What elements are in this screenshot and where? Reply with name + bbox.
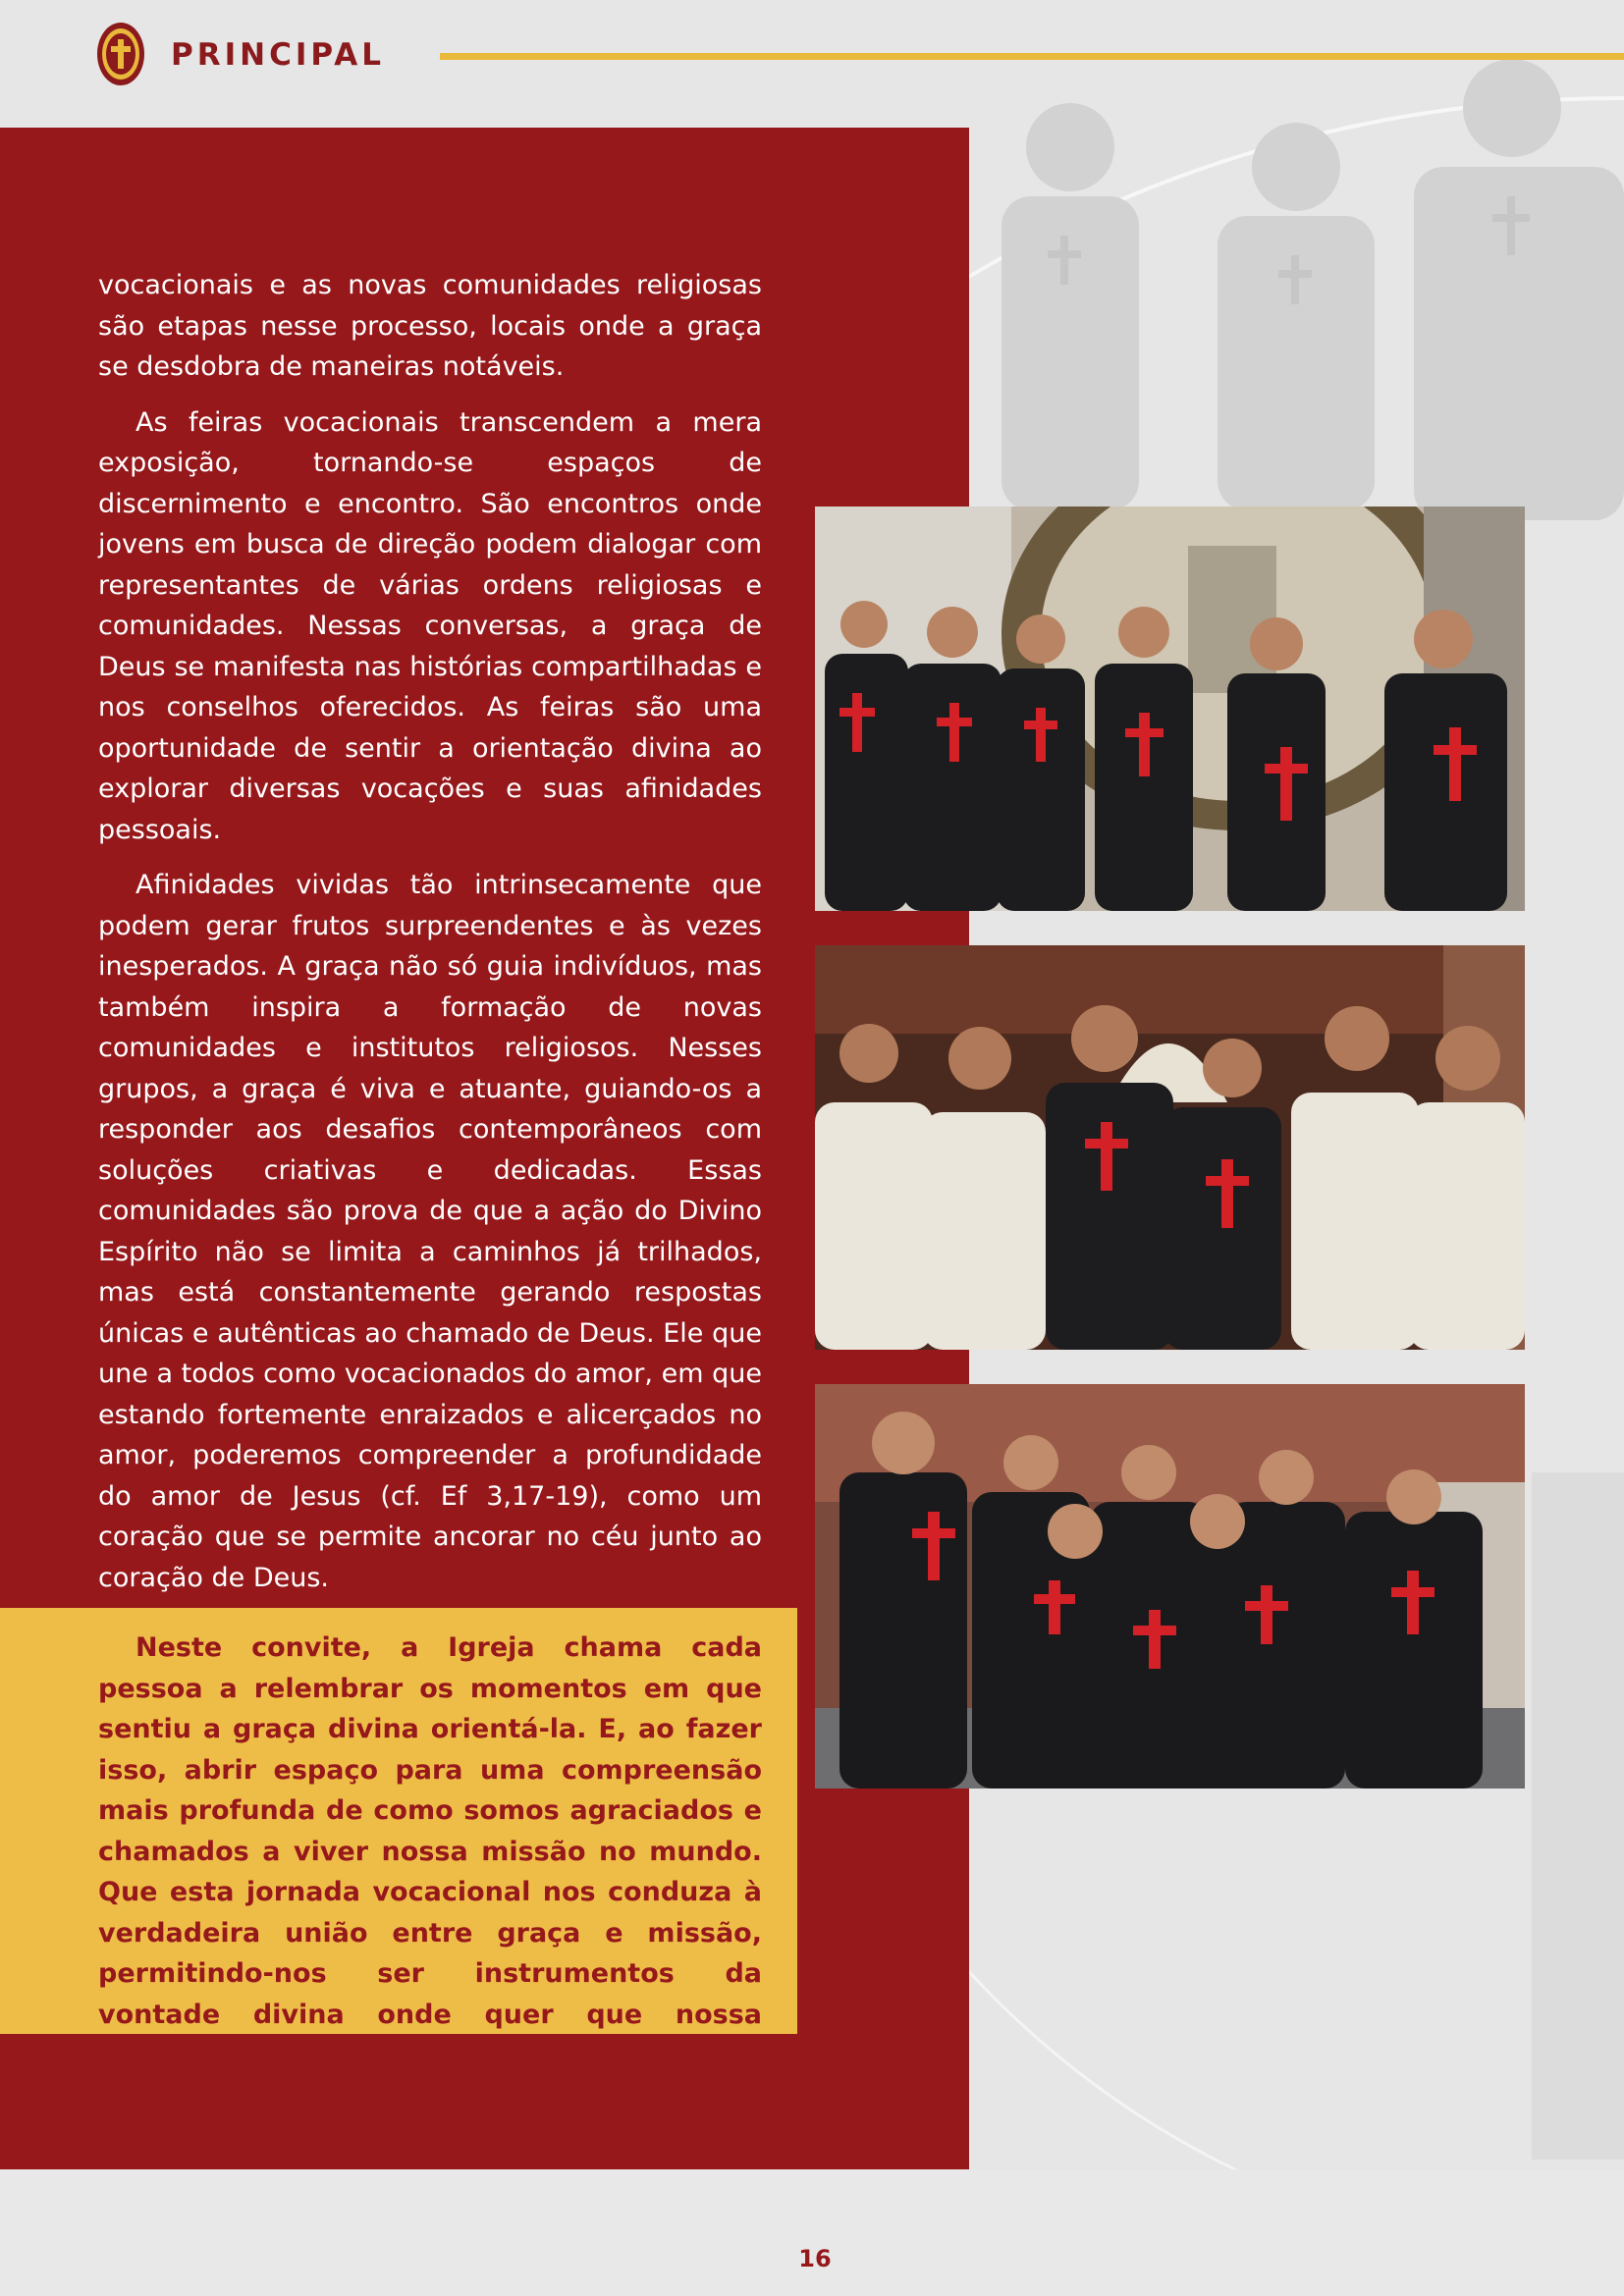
page-header: [0, 0, 1624, 108]
header-rule: [440, 53, 1624, 60]
section-label: PRINCIPAL: [171, 37, 385, 73]
cross-emblem-icon: [96, 22, 145, 86]
article-body: [98, 265, 762, 1613]
highlight-text: Neste convite, a Igreja chama cada pessoa a relembrar os momentos em que sentiu a graça divina orientá-la. E, ao fazer isso, abrir espaço para uma compreensão mais profunda de como somos agraciados e chamados a viver nossa missão no mundo. Que esta jornada vocacional nos conduza à verdadeira união entre graça e missão, permitindo-nos ser instrumentos da vontade divina onde quer que nossa vocação nos leve.: [98, 1632, 762, 2070]
paragraph: Afinidades vividas tão intrinsecamente que podem gerar frutos surpreendentes e às vezes inesperados. A graça não só guia indivíduos, mas também inspira a formação de novas comunidades e institutos religiosos. Nesses grupos, a graça é viva e atuante, guiando-os a responder aos desafios contemporâneos com soluções criativas e dedicadas. Essas comunidades são prova de que a ação do Divino Espírito não se limita a caminhos já trilhados, mas está constantemente gerando respostas únicas e autênticas ao chamado de Deus. Ele que une a todos como vocacionados do amor, em que estando fortemente enraizados e alicerçados no amor, poderemos compreender a profundidade do amor de Jesus (cf. Ef 3,17-19), como um coração que se permite ancorar no céu junto ao coração de Deus.: [98, 870, 762, 1593]
paragraph: As feiras vocacionais transcendem a mera exposição, tornando-se espaços de discernimento e encontro. São encontros onde jovens em busca de direção podem dialogar com representantes de várias ordens religiosas e comunidades. Nessas conversas, a graça de Deus se manifesta nas histórias compartilhadas e nos conselhos oferecidos. As feiras são uma oportunidade de sentir a orientação divina ao explorar diversas vocações e suas afinidades pessoais.: [98, 406, 762, 845]
page-number: 16: [798, 2245, 832, 2272]
highlight-callout: [0, 1608, 797, 2070]
paragraph: vocacionais e as novas comunidades religiosas são etapas nesse processo, locais onde a graça se desdobra de maneiras notáveis.: [98, 270, 762, 382]
group-photo-church: [815, 1384, 1525, 1789]
group-photo-habits: [815, 945, 1525, 1350]
group-photo-mosaic: [815, 507, 1525, 911]
